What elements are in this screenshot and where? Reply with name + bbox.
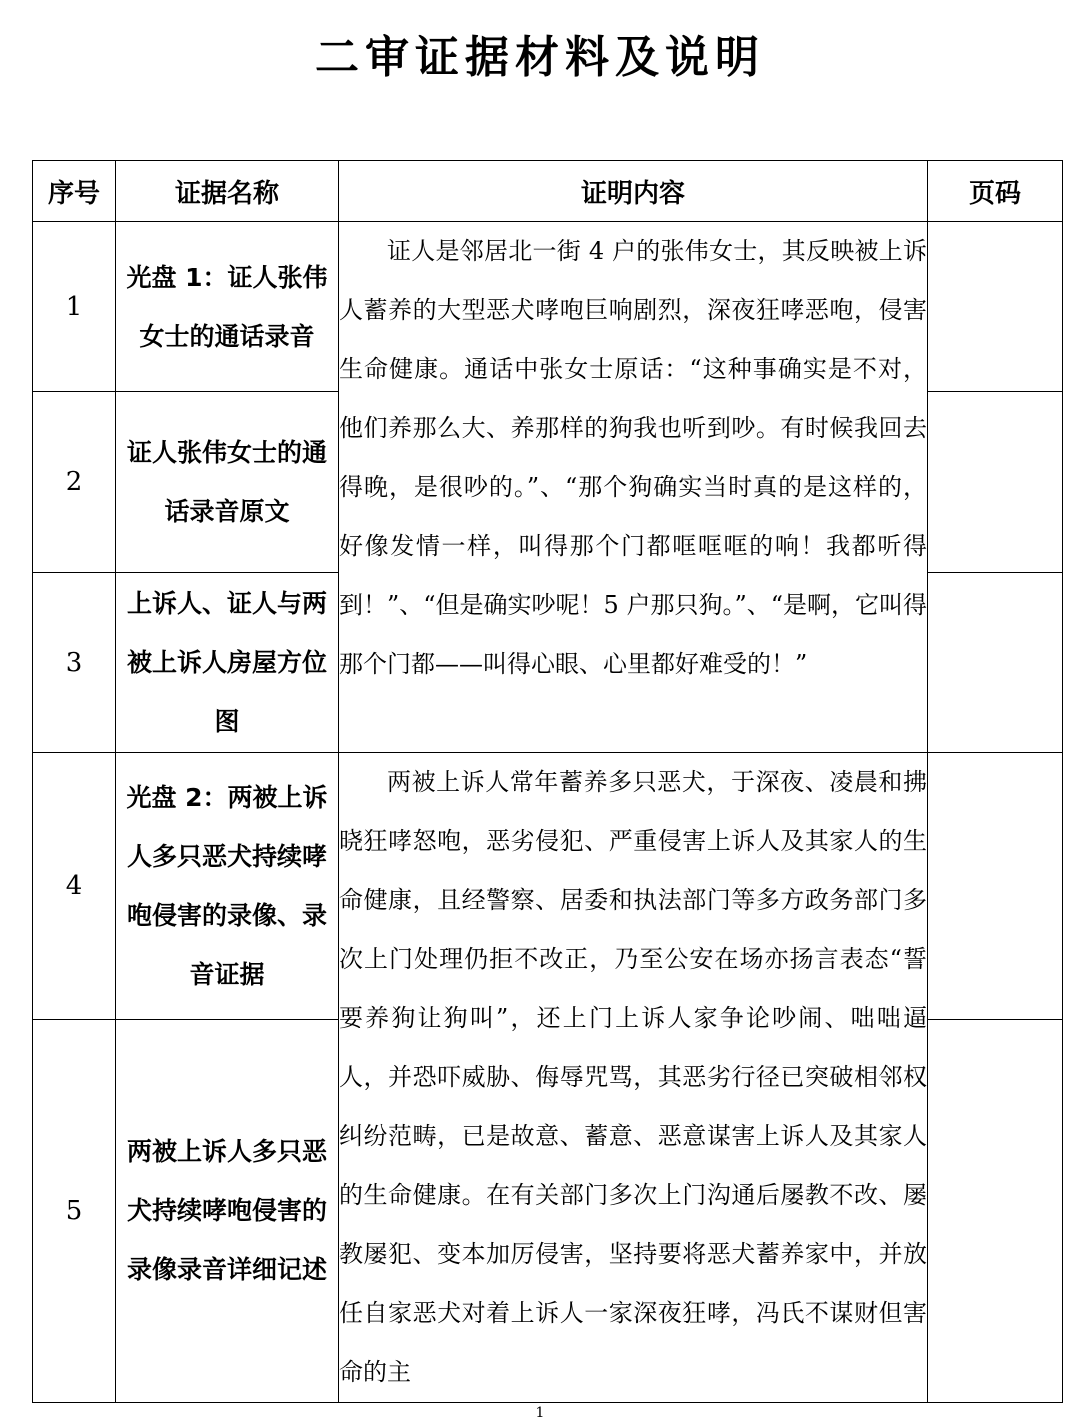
row-evidence-name: 上诉人、证人与两被上诉人房屋方位图 (116, 573, 339, 753)
row-seq: 5 (33, 1019, 116, 1402)
row-evidence-name: 光盘 2：两被上诉人多只恶犬持续哮咆侵害的录像、录音证据 (116, 753, 339, 1020)
row-evidence-name: 证人张伟女士的通话录音原文 (116, 392, 339, 573)
header-page: 页码 (928, 161, 1063, 222)
table-row (33, 222, 1063, 392)
row-seq: 2 (33, 392, 116, 573)
evidence-table (32, 160, 1063, 1403)
header-name: 证据名称 (116, 161, 339, 222)
row-seq: 4 (33, 753, 116, 1020)
table-header-row (33, 161, 1063, 222)
row-proof-content (339, 753, 928, 1403)
row-evidence-name: 光盘 1：证人张伟女士的通话录音 (116, 222, 339, 392)
row-seq: 1 (33, 222, 116, 392)
content-paragraph: 证人是邻居北一街 4 户的张伟女士，其反映被上诉人蓄养的大型恶犬哮咆巨响剧烈，深夜狂哮恶咆，侵害生命健康。通话中张女士原话：“这种事确实是不对，他们养那么大、养那样的狗我也听到吵。有时候我回去得晚，是很吵的。”、“那个狗确实当时真的是这样的，好像发情一样，叫得那个门都哐哐哐的响！我都听得到！”、“但是确实吵呢！5 户那只狗。”、“是啊，它叫得那个门都——叫得心眼、心里都好难受的！” (339, 237, 927, 678)
row-page (928, 573, 1063, 753)
document-title: 二审证据材料及说明 (315, 32, 765, 83)
content-paragraph: 两被上诉人常年蓄养多只恶犬，于深夜、凌晨和拂晓狂哮怒咆，恶劣侵犯、严重侵害上诉人及其家人的生命健康，且经警察、居委和执法部门等多方政务部门多次上门处理仍拒不改正，乃至公安在场亦扬言表态“誓要养狗让狗叫”，还上门上诉人家争论吵闹、咄咄逼人，并恐吓威胁、侮辱咒骂，其恶劣行径已突破相邻权纠纷范畴，已是故意、蓄意、恶意谋害上诉人及其家人的生命健康。在有关部门多次上门沟通后屡教不改、屡教屡犯、变本加厉侵害，坚持要将恶犬蓄养家中，并放任自家恶犬对着上诉人一家深夜狂哮，冯氏不谋财但害命的主 (339, 768, 927, 1386)
row-evidence-name: 两被上诉人多只恶犬持续哮咆侵害的录像录音详细记述 (116, 1019, 339, 1402)
page-number: 1 (535, 1405, 545, 1421)
header-seq: 序号 (33, 161, 116, 222)
row-page (928, 222, 1063, 392)
row-page (928, 753, 1063, 1020)
row-proof-content (339, 222, 928, 753)
row-seq: 3 (33, 573, 116, 753)
table-row (33, 753, 1063, 1020)
row-page (928, 392, 1063, 573)
row-page (928, 1019, 1063, 1402)
header-content: 证明内容 (339, 161, 928, 222)
